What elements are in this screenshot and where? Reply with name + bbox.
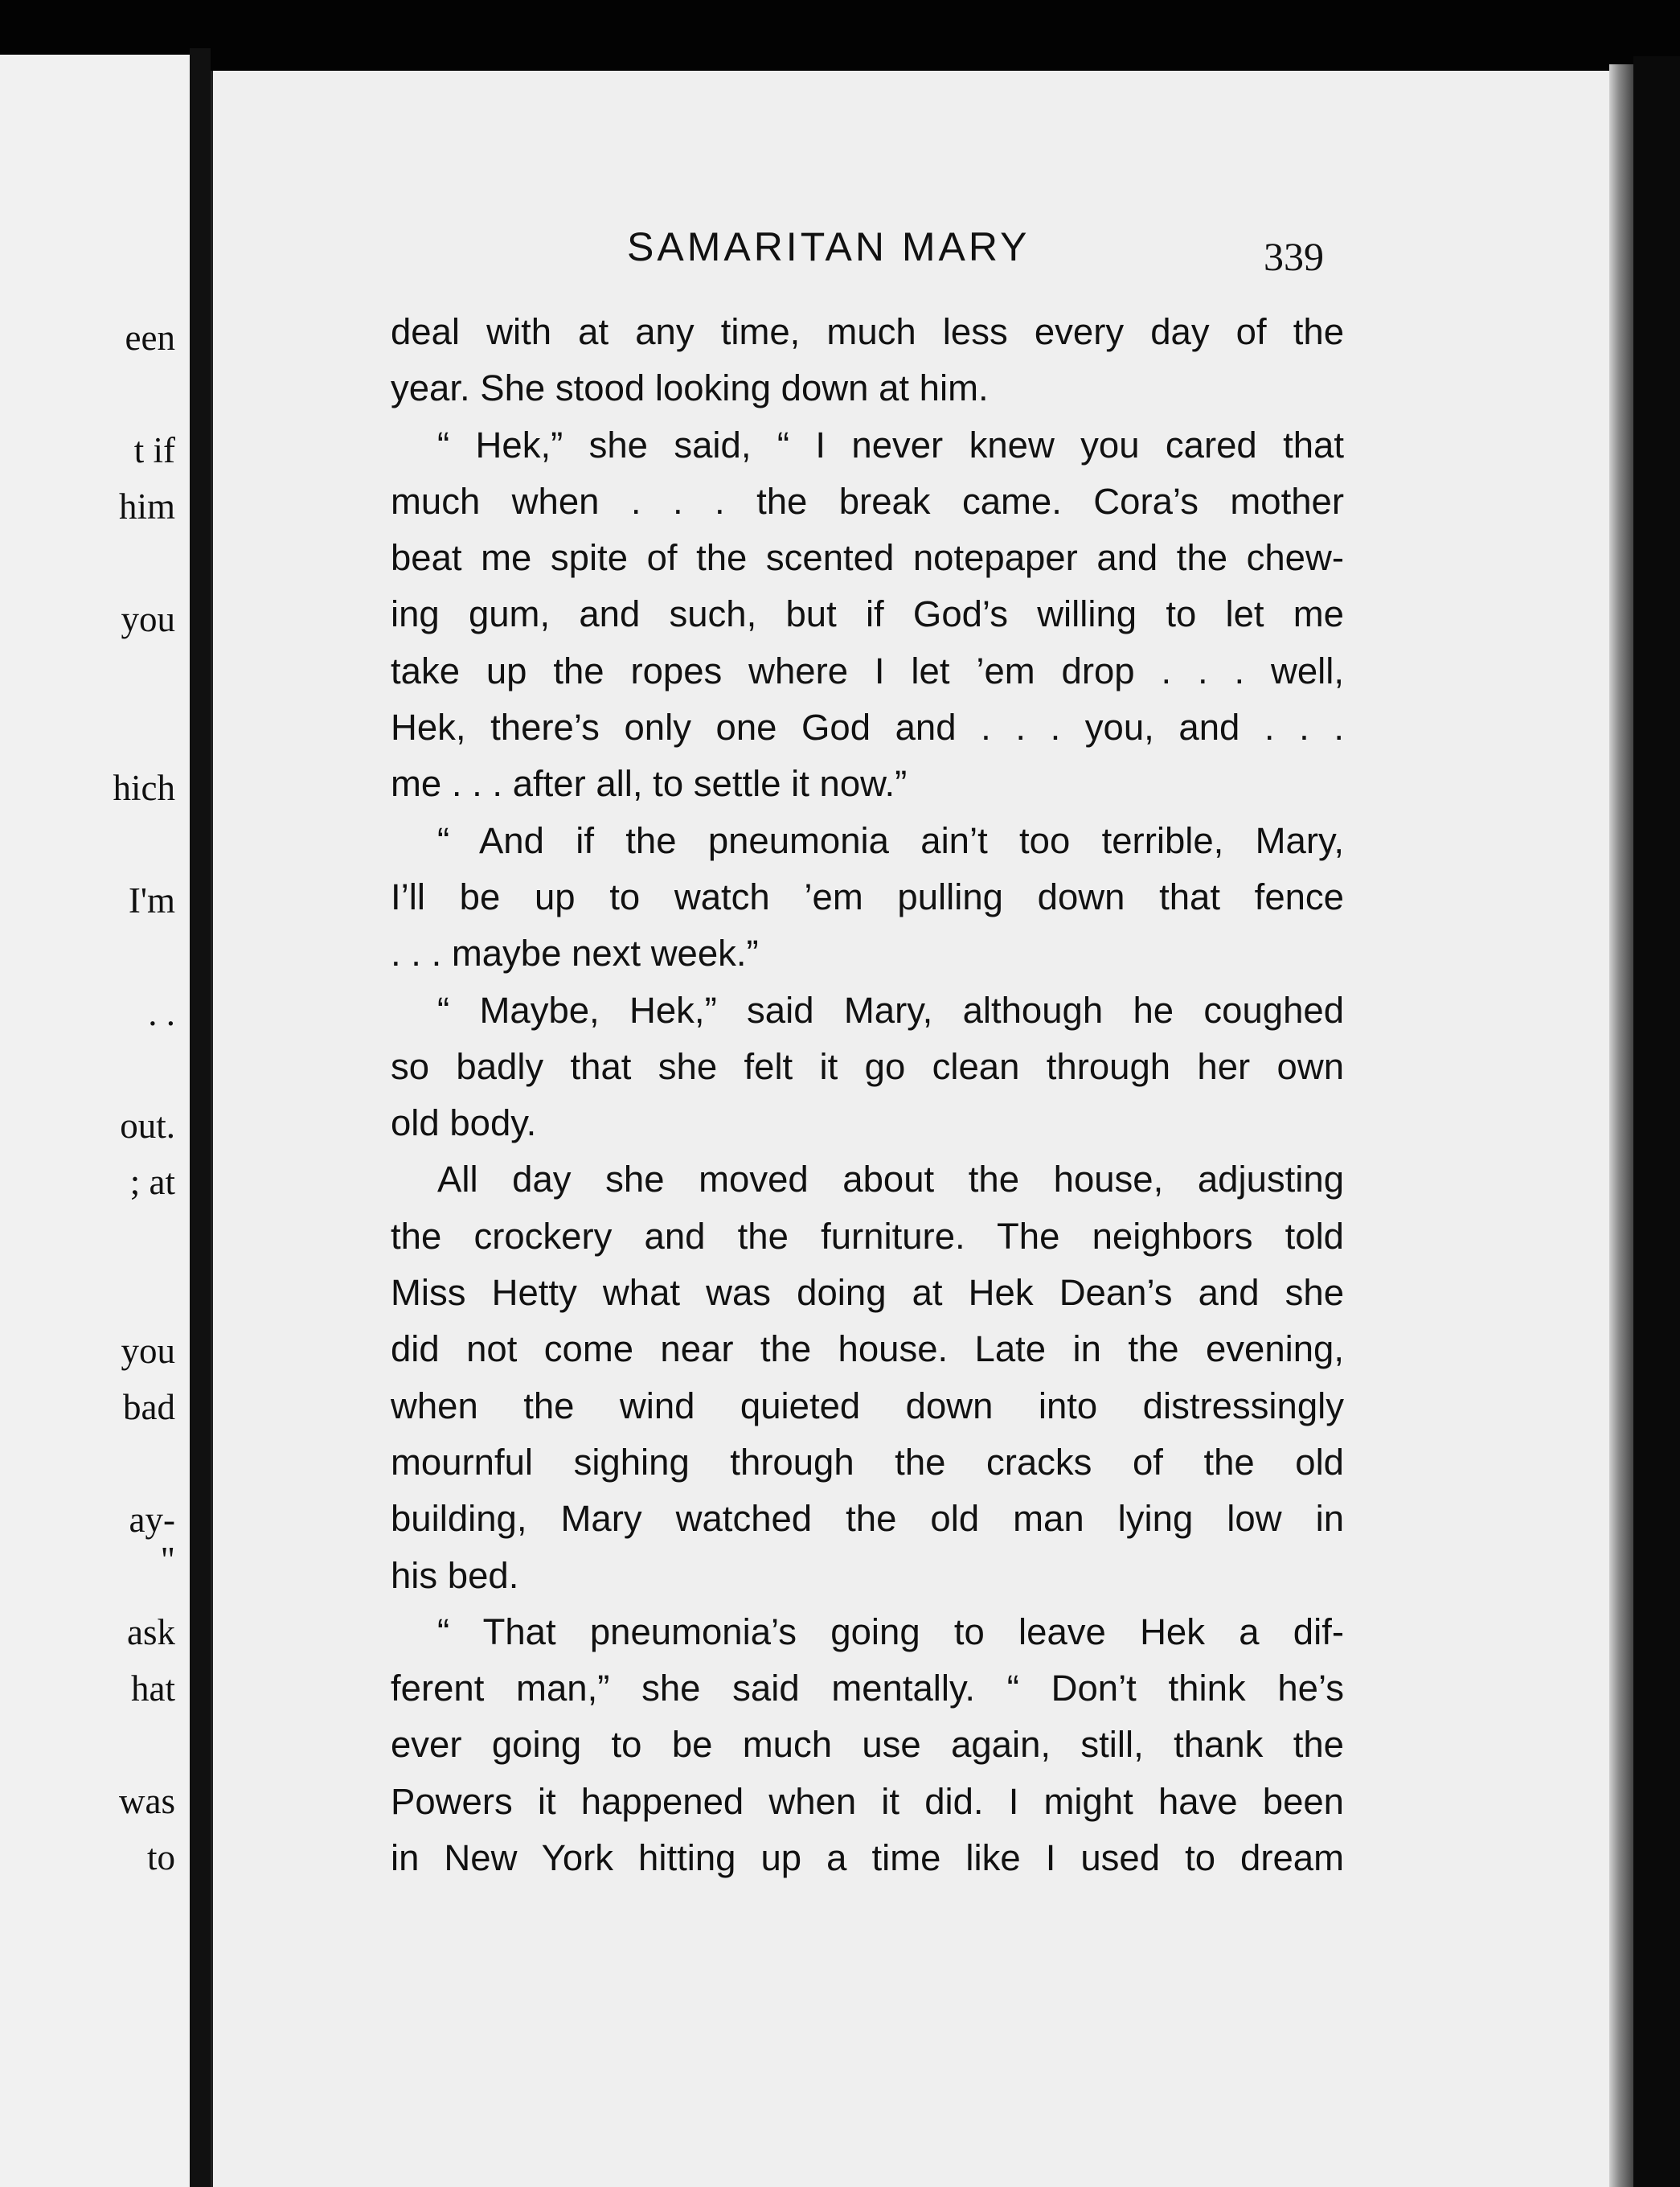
text-line: building, Mary watched the old man lying low in: [391, 1498, 1344, 1540]
running-title: SAMARITAN MARY: [627, 224, 1031, 269]
text-line: so badly that she felt it go clean through her own: [391, 1045, 1344, 1087]
left-page-fragment: t if: [133, 430, 175, 470]
text-line: in New York hitting up a time like I used to dream: [391, 1837, 1344, 1879]
text-line: beat me spite of the scented notepaper and the chew-: [391, 537, 1344, 579]
left-page-fragment: hat: [131, 1668, 175, 1709]
page-edge: [1609, 64, 1633, 2187]
left-facing-page: [0, 55, 190, 2187]
left-page-fragment: you: [121, 1331, 175, 1371]
text-line: ing gum, and such, but if God’s willing to let me: [391, 593, 1344, 635]
left-page-fragment: him: [118, 486, 175, 527]
text-line: “ Maybe, Hek,” said Mary, although he coughed: [437, 989, 1344, 1031]
text-line: did not come near the house. Late in the evening,: [391, 1328, 1344, 1370]
left-page-fragment: . .: [148, 993, 175, 1033]
text-line: when the wind quieted down into distressingly: [391, 1385, 1344, 1426]
left-page-fragment: ": [160, 1540, 175, 1580]
text-line: . . . maybe next week.”: [391, 933, 759, 975]
text-line: Miss Hetty what was doing at Hek Dean’s and she: [391, 1272, 1344, 1314]
text-line: deal with at any time, much less every day of the: [391, 311, 1344, 352]
text-line: Powers it happened when it did. I might have been: [391, 1780, 1344, 1822]
text-line: “ And if the pneumonia ain’t too terrible, Mary,: [437, 819, 1344, 861]
left-page-fragment: I'm: [128, 880, 175, 921]
text-line: “ That pneumonia’s going to leave Hek a dif-: [437, 1611, 1344, 1652]
text-line: old body.: [391, 1102, 537, 1144]
book-gutter: [190, 48, 211, 2187]
text-line: mournful sighing through the cracks of the old: [391, 1441, 1344, 1483]
text-line: I’ll be up to watch ’em pulling down that fence: [391, 876, 1344, 917]
body-text: [391, 304, 1344, 1886]
text-line: me . . . after all, to settle it now.”: [391, 763, 908, 805]
left-page-fragment: bad: [123, 1387, 175, 1427]
text-line: much when . . . the break came. Cora’s mother: [391, 480, 1344, 522]
text-line: his bed.: [391, 1554, 519, 1596]
text-line: take up the ropes where I let ’em drop . . . well,: [391, 650, 1344, 691]
left-page-fragment: was: [119, 1781, 175, 1821]
text-line: “ Hek,” she said, “ I never knew you cared that: [437, 424, 1344, 466]
scan-border: [1633, 56, 1680, 2187]
text-line: ever going to be much use again, still, thank the: [391, 1724, 1344, 1766]
left-page-fragment: out.: [120, 1106, 175, 1146]
text-line: the crockery and the furniture. The neighbors told: [391, 1215, 1344, 1257]
left-page-fragment: you: [121, 599, 175, 639]
page-header: [211, 211, 1609, 279]
left-page-fragment: ; at: [129, 1162, 175, 1202]
left-page-fragment: ask: [127, 1612, 175, 1652]
left-page-fragment: een: [125, 318, 175, 358]
left-page-fragment: to: [146, 1837, 175, 1877]
text-line: ferent man,” she said mentally. “ Don’t think he’s: [391, 1668, 1344, 1709]
text-line: year. She stood looking down at him.: [391, 367, 989, 409]
page-number: 339: [1264, 234, 1324, 279]
left-page-fragment: ay-: [129, 1500, 175, 1540]
text-line: All day she moved about the house, adjusting: [437, 1159, 1344, 1200]
left-page-fragment: hich: [113, 768, 175, 808]
text-line: Hek, there’s only one God and . . . you, and . . .: [391, 707, 1344, 749]
